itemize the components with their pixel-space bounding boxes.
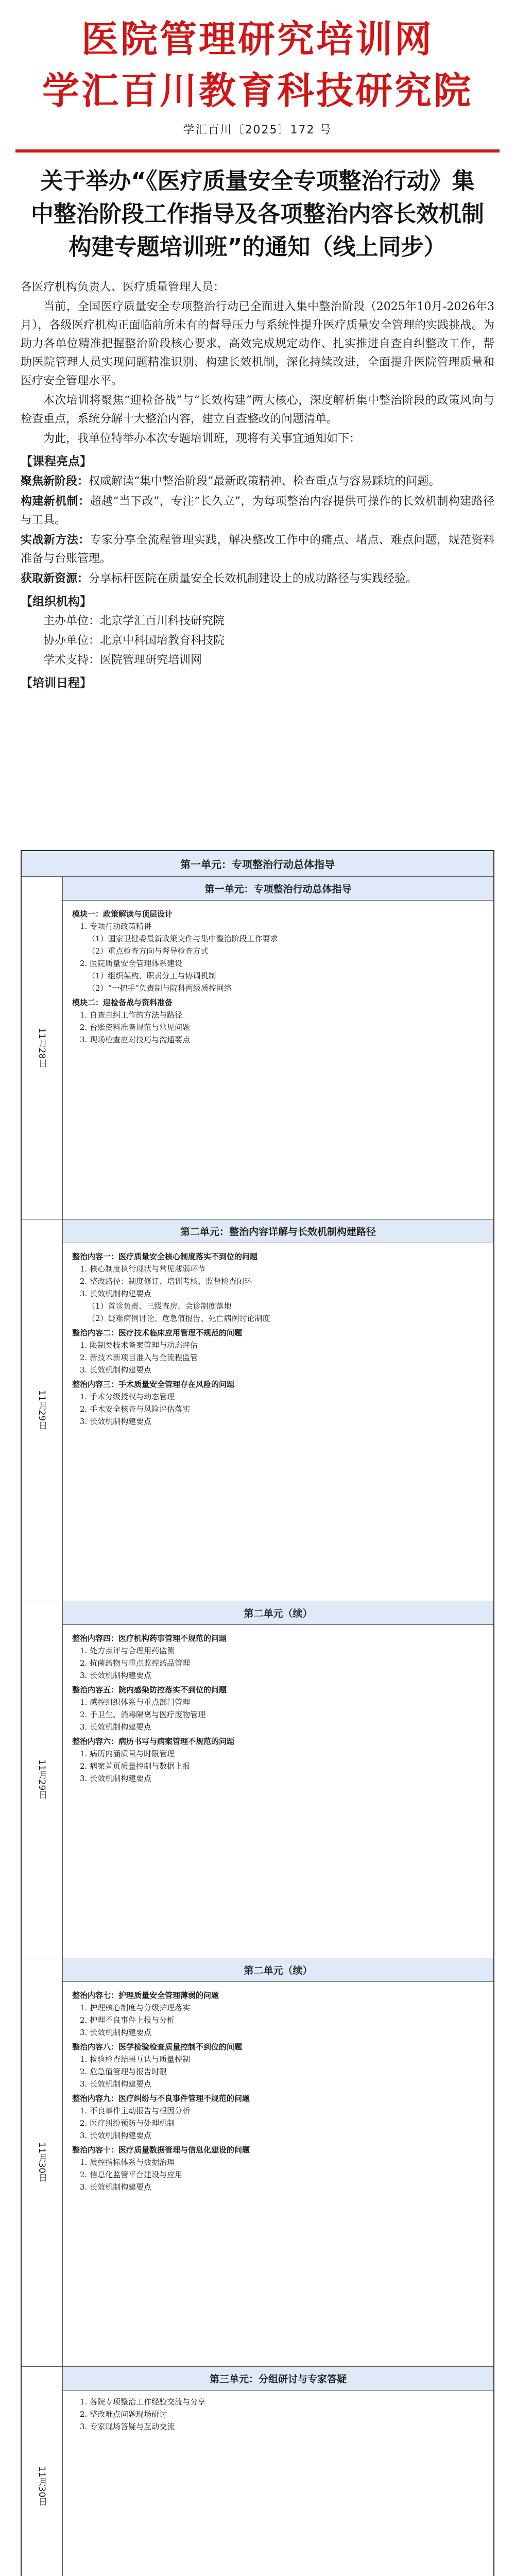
unit-line: （1）首诊负责、三级查房、会诊制度落地 — [88, 1301, 232, 1311]
unit-line: 1. 各院专项整治工作经验交流与分享 — [80, 2397, 206, 2406]
highlight-label: 聚焦新阶段： — [21, 474, 89, 488]
unit-line: 1. 自查自纠工作的方法与路径 — [80, 1010, 183, 1020]
unit-line: 1. 手术分级授权与动态管理 — [80, 1392, 175, 1401]
organizer-item: 学术支持：医院管理研究培训网 — [43, 654, 202, 667]
section-heading-training: 【培训日程】 — [21, 676, 92, 690]
unit-line: 3. 长效机制构建要点 — [80, 1722, 152, 1732]
table-unit — [22, 1958, 493, 2367]
highlight-item — [21, 569, 494, 588]
section-heading-organization: 【组织机构】 — [21, 595, 92, 608]
unit-line: 模块二：迎检备战与资料准备 — [72, 998, 173, 1007]
unit-line: 1. 核心制度执行现状与常见薄弱环节 — [80, 1264, 206, 1274]
unit-main — [63, 1958, 493, 2366]
unit-line: 3. 长效机制构建要点 — [80, 1671, 152, 1680]
unit-line: （1）组织架构、职责分工与协调机制 — [88, 971, 216, 980]
header-divider — [15, 149, 500, 152]
unit-heading: 第二单元：整治内容详解与长效机制构建路径 — [63, 1219, 493, 1243]
organizer-item: 主办单位：北京学汇百川科技研究院 — [43, 615, 225, 628]
unit-line: 1. 质控指标体系与数据治理 — [80, 2158, 175, 2167]
unit-date: 11月28日 — [22, 877, 63, 1219]
unit-line: 1. 处方点评与合理用药监测 — [80, 1646, 175, 1655]
unit-line: 2. 危急值管理与报告时限 — [80, 2067, 167, 2076]
salutation: 各医疗机构负责人、医疗质量管理人员： — [21, 281, 225, 294]
highlight-text: 专家分享全流程管理实践，解决整改工作中的痛点、堵点、难点问题，规范资料准备与台账管理。 — [21, 534, 494, 565]
unit-line: 2. 护理不良事件上报与分析 — [80, 2015, 175, 2025]
highlight-item — [21, 472, 494, 491]
intro-paragraph: 本次培训将聚焦“迎检备战”与“长效构建”两大核心，深度解析集中整治阶段的政策风向与检查重点，系统分解十大整治内容，建立自查整改的问题清单。 — [21, 394, 494, 426]
unit-line: （2）疑难病例讨论、危急值报告、死亡病例讨论制度 — [88, 1314, 270, 1323]
unit-line: 1. 限制类技术备案管理与动态评估 — [80, 1341, 198, 1350]
unit-line: 整治内容一：医疗质量安全核心制度落实不到位的问题 — [72, 1252, 258, 1261]
unit-line: 整治内容十：医疗质量数据管理与信息化建设的问题 — [72, 2145, 250, 2155]
unit-line: （1）国家卫健委最新政策文件与集中整治阶段工作要求 — [88, 934, 278, 943]
title-line: 关于举办“《医疗质量安全专项整治行动》集 — [40, 168, 475, 194]
unit-line: 2. 整改难点问题现场研讨 — [80, 2410, 167, 2419]
unit-line: 3. 长效机制构建要点 — [80, 1289, 152, 1298]
unit-line: 2. 抗菌药物与重点监控药品管理 — [80, 1658, 191, 1668]
unit-line: 1. 专项行动政策精讲 — [80, 922, 152, 931]
unit-line: 整治内容二：医疗技术临床应用管理不规范的问题 — [72, 1328, 243, 1337]
unit-body — [63, 1625, 493, 1958]
highlight-text: 分享标杆医院在质量安全长效机制建设上的成功路径与实践经验。 — [89, 572, 418, 585]
table-unit — [22, 1219, 493, 1601]
unit-date: 11月30日 — [22, 2367, 63, 2576]
unit-line: 2. 医疗纠纷预防与处理机制 — [80, 2119, 175, 2128]
unit-date: 11月29日 — [22, 1601, 63, 1958]
table-units — [22, 877, 493, 2576]
unit-line: 3. 专家现场答疑与互动交流 — [80, 2422, 175, 2431]
unit-line: 1. 护理核心制度与分级护理落实 — [80, 2003, 191, 2012]
table-unit — [22, 877, 493, 1219]
unit-line: 3. 长效机制构建要点 — [80, 2079, 152, 2089]
unit-line: 2. 台账资料准备规范与常见问题 — [80, 1023, 191, 1032]
unit-line: 2. 整改路径：制度修订、培训考核、监督检查闭环 — [80, 1277, 252, 1286]
unit-line: （2）“一把手”负责制与院科两级质控网络 — [88, 984, 232, 993]
table-unit — [22, 2367, 493, 2576]
unit-line: 1. 病历内涵质量与时限管理 — [80, 1749, 175, 1758]
unit-body — [63, 2391, 493, 2576]
unit-line: 整治内容六：病历书写与病案管理不规范的问题 — [72, 1737, 235, 1746]
document-number: 学汇百川〔2025〕172 号 — [183, 124, 332, 137]
unit-line: 3. 长效机制构建要点 — [80, 1774, 152, 1783]
training-schedule-table — [21, 850, 494, 2576]
title-line: 中整治阶段工作指导及各项整治内容长效机制 — [31, 201, 484, 227]
unit-main — [63, 1601, 493, 1958]
unit-line: 1. 检验检查结果互认与质量控制 — [80, 2055, 191, 2064]
unit-body — [63, 1982, 493, 2366]
unit-line: 2. 新技术新项目准入与全流程监管 — [80, 1353, 198, 1362]
unit-heading: 第二单元（续） — [63, 1601, 493, 1625]
unit-body — [63, 1243, 493, 1601]
intro-paragraph: 当前，全国医疗质量安全专项整治行动已全面进入集中整治阶段（2025年10月-2026年3月），各级医疗机构正面临前所未有的督导压力与系统性提升医疗质量安全管理的实践挑战。为助力各单位精准把握整治阶段核心要求，高效完成规定动作、扎实推进自查自纠整改工作，帮助医院管理人员实现问题精准识别、构建长效机制，深化持续改进，全面提升医院管理质量和医疗安全管理水平。 — [21, 300, 494, 387]
unit-line: 3. 长效机制构建要点 — [80, 2182, 152, 2192]
highlight-text: 权威解读“集中整治阶段”最新政策精神、检查重点与容易踩坑的问题。 — [89, 475, 440, 488]
highlight-label: 实战新方法： — [21, 533, 90, 547]
table-title: 第一单元：专项整治行动总体指导 — [22, 851, 493, 877]
unit-line: 整治内容五：院内感染防控落实不到位的问题 — [72, 1685, 227, 1694]
section-heading-highlights: 【课程亮点】 — [21, 455, 92, 468]
unit-line: 1. 不良事件主动报告与根因分析 — [80, 2106, 191, 2115]
unit-line: 2. 信息化监管平台建设与应用 — [80, 2170, 183, 2179]
unit-line: 3. 长效机制构建要点 — [80, 2131, 152, 2140]
org-name-primary: 医院管理研究培训网 — [81, 18, 434, 61]
unit-main — [63, 1219, 493, 1601]
document-body — [21, 278, 494, 693]
highlight-label: 获取新资源： — [21, 572, 89, 585]
organizer-list — [21, 612, 494, 670]
title-line: 构建专题培训班”的通知（线上同步） — [68, 234, 447, 260]
unit-line: 3. 现场检查应对技巧与沟通要点 — [80, 1035, 191, 1044]
highlight-text: 超越“当下改”，专注“长久立”，为每项整治内容提供可操作的长效机制构建路径与工具。 — [21, 495, 494, 527]
intro-paragraph: 为此，我单位特举办本次专题培训班，现将有关事宜通知如下： — [43, 432, 361, 445]
highlight-item — [21, 531, 494, 568]
table-unit — [22, 1601, 493, 1958]
org-name-secondary: 学汇百川教育科技研究院 — [42, 69, 473, 112]
unit-date: 11月30日 — [22, 1958, 63, 2366]
unit-line: 2. 医院质量安全管理体系建设 — [80, 959, 183, 968]
highlight-item — [21, 492, 494, 530]
unit-main — [63, 2367, 493, 2576]
unit-line: 1. 感控组织体系与重点部门管理 — [80, 1698, 191, 1707]
document-title — [21, 165, 494, 264]
unit-line: 模块一：政策解读与顶层设计 — [72, 909, 173, 919]
unit-line: 3. 长效机制构建要点 — [80, 1365, 152, 1375]
highlight-label: 构建新机制： — [21, 495, 90, 508]
unit-line: 整治内容九：医疗纠纷与不良事件管理不规范的问题 — [72, 2094, 250, 2103]
unit-line: 3. 长效机制构建要点 — [80, 1417, 152, 1426]
unit-line: 2. 病案首页质量控制与数据上报 — [80, 1761, 191, 1771]
unit-line: 整治内容四：医疗机构药事管理不规范的问题 — [72, 1634, 227, 1643]
unit-line: 整治内容七：护理质量安全管理薄弱的问题 — [72, 1991, 219, 2000]
unit-line: 整治内容三：手术质量安全管理存在风险的问题 — [72, 1380, 235, 1389]
unit-line: 整治内容八：医学检验检查质量控制不到位的问题 — [72, 2042, 243, 2052]
unit-heading: 第三单元：分组研讨与专家答疑 — [63, 2367, 493, 2391]
unit-line: （2）重点检查方向与督导检查方式 — [88, 946, 209, 956]
unit-date: 11月29日 — [22, 1219, 63, 1601]
unit-line: 2. 手卫生、消毒隔离与医疗废物管理 — [80, 1710, 206, 1719]
organizer-item: 协办单位：北京中科国培教育科技院 — [43, 634, 225, 647]
unit-heading: 第一单元：专项整治行动总体指导 — [63, 877, 493, 901]
unit-body — [63, 901, 493, 1219]
unit-line: 3. 长效机制构建要点 — [80, 2028, 152, 2037]
unit-heading: 第二单元（续） — [63, 1958, 493, 1982]
unit-main — [63, 877, 493, 1219]
unit-line: 2. 手术安全核查与风险评估落实 — [80, 1404, 191, 1414]
